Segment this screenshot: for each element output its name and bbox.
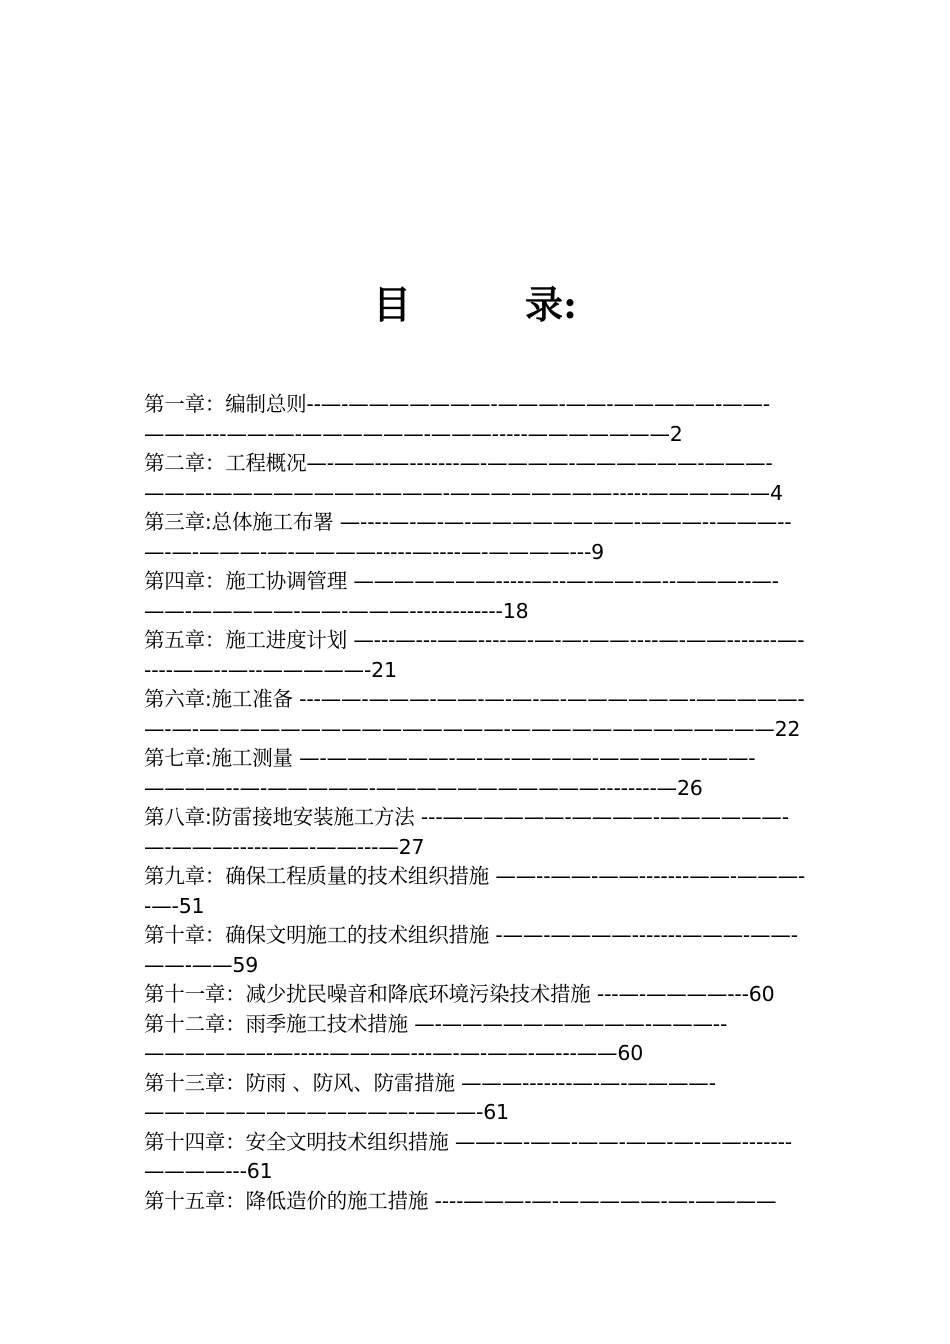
toc-entry-chapter-1: 第一章：编制总则--—-———————-———-——-—————-——-———---——-—-——————-———-----———————2 bbox=[144, 392, 770, 446]
toc-entry-chapter-11: 第十一章：减少扰民噪音和降底环境污染技术措施 ---—-————---60 bbox=[144, 982, 775, 1006]
table-of-contents bbox=[144, 390, 808, 1216]
toc-entry-chapter-10: 第十章：确保文明施工的技术组织措施 -——-————-------———-——-——-——59 bbox=[144, 923, 798, 977]
toc-entry-chapter-8: 第八章:防雷接地安装施工方法 ---——————-————-——————-—-———-----——-——---—27 bbox=[144, 805, 789, 859]
toc-entry-chapter-9: 第九章：确保工程质量的技术组织措施 ——--——-——-------——-———--—-51 bbox=[144, 864, 806, 918]
toc-entry-chapter-15: 第十五章：降低造价的施工措施 ----———-—-—————-—-———— bbox=[144, 1188, 777, 1213]
toc-title: 目 录: bbox=[372, 282, 578, 327]
toc-entry-chapter-6: 第六章:施工准备 ---——-———-——-—-—-—-——————-—————-—-—-———————————————-—————————————22 bbox=[144, 687, 805, 741]
toc-entry-chapter-7: 第七章:施工测量 —-——————-—-—-————-—————-——-————--—-—————-———————————--------—26 bbox=[144, 746, 756, 800]
toc-entry-chapter-5: 第五章：施工进度计划 —---—---——----—-—-—-——----—-——-------—-----——--—--—————-21 bbox=[144, 628, 805, 682]
toc-entry-chapter-13: 第十三章：防雨 、防风、防雷措施 ———-------—-—-————-—————————————-———-61 bbox=[144, 1070, 716, 1124]
toc-entry-chapter-14: 第十四章：安全文明技术组织措施 ——-—-——-——-——-—-——-------————---61 bbox=[144, 1129, 792, 1183]
toc-entry-chapter-2: 第二章：工程概况—-——--—-------—-————-——————-———-———-————————-———-————————-----——————4 bbox=[144, 451, 783, 505]
toc-entry-chapter-12: 第十二章：雨季施工技术措施 —-——————————-———--——————-—-----————---—-—-——-—---——60 bbox=[144, 1011, 728, 1065]
toc-entry-chapter-4: 第四章：施工协调管理 ———————-----—--—-——-—--———--—-——-—————-——-———-------------18 bbox=[144, 569, 779, 623]
toc-entry-chapter-3: 第三章:总体施工布署 —----—-—-—-————————-———--———--—-—-———-—-————-----—----—-————---9 bbox=[144, 510, 792, 564]
